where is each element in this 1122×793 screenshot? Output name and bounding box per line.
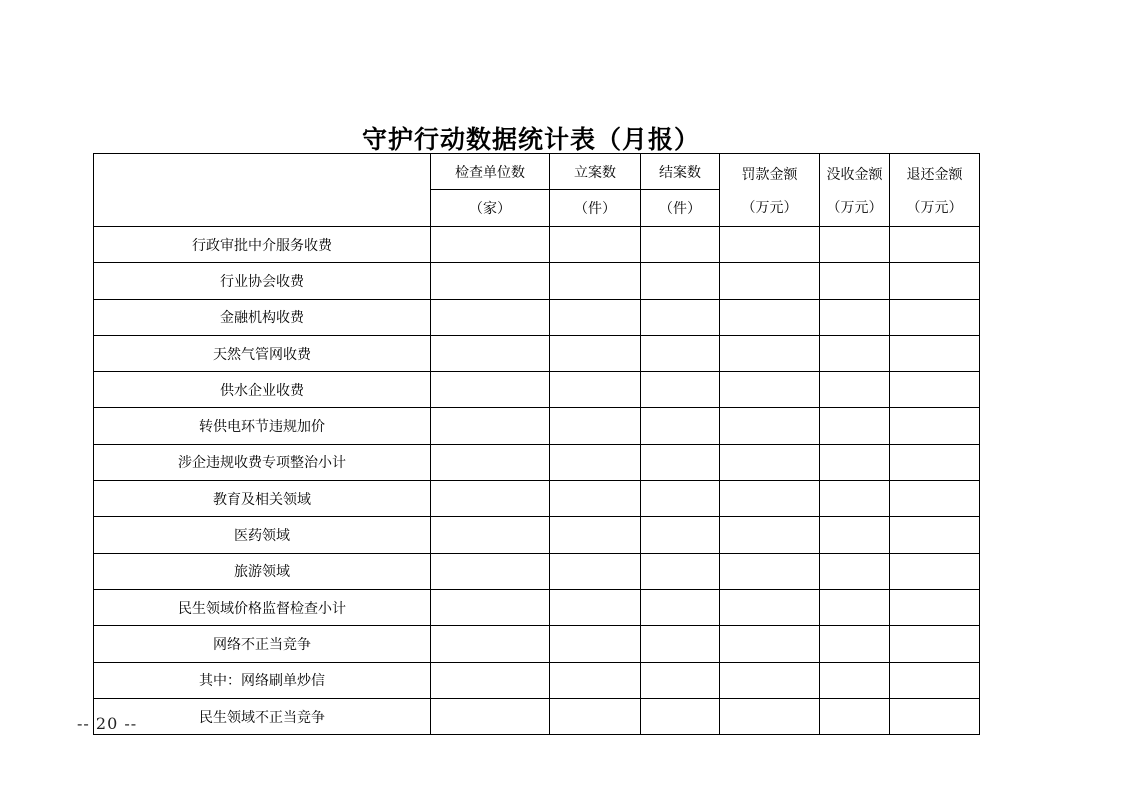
data-cell[interactable] xyxy=(720,299,820,335)
data-cell[interactable] xyxy=(720,227,820,263)
data-cell[interactable] xyxy=(890,481,980,517)
data-cell[interactable] xyxy=(641,626,720,662)
data-cell[interactable] xyxy=(641,517,720,553)
data-cell[interactable] xyxy=(890,589,980,625)
data-cell[interactable] xyxy=(720,553,820,589)
table-row xyxy=(94,335,980,371)
data-cell[interactable] xyxy=(820,408,890,444)
column-unit: （万元） xyxy=(906,199,963,216)
data-cell[interactable] xyxy=(890,227,980,263)
data-cell[interactable] xyxy=(550,444,641,480)
data-cell[interactable] xyxy=(820,662,890,698)
table-row xyxy=(94,263,980,299)
data-cell[interactable] xyxy=(641,335,720,371)
column-unit: （件） xyxy=(550,190,641,227)
data-cell[interactable] xyxy=(720,589,820,625)
row-label: 医药领域 xyxy=(94,517,431,553)
data-cell[interactable] xyxy=(641,372,720,408)
data-cell[interactable] xyxy=(431,589,550,625)
data-cell[interactable] xyxy=(641,698,720,734)
column-unit: （万元） xyxy=(741,199,798,216)
data-cell[interactable] xyxy=(550,481,641,517)
data-cell[interactable] xyxy=(431,698,550,734)
column-unit: （家） xyxy=(431,190,550,227)
table-row xyxy=(94,662,980,698)
data-cell[interactable] xyxy=(431,299,550,335)
data-cell[interactable] xyxy=(820,481,890,517)
row-label: 金融机构收费 xyxy=(94,299,431,335)
data-cell[interactable] xyxy=(820,553,890,589)
table-row xyxy=(94,372,980,408)
data-cell[interactable] xyxy=(890,662,980,698)
data-cell[interactable] xyxy=(820,299,890,335)
data-cell[interactable] xyxy=(890,698,980,734)
row-label: 行政审批中介服务收费 xyxy=(94,227,431,263)
data-cell[interactable] xyxy=(641,553,720,589)
column-label: 罚款金额 xyxy=(741,166,798,183)
data-cell[interactable] xyxy=(431,662,550,698)
data-cell[interactable] xyxy=(641,662,720,698)
data-cell[interactable] xyxy=(431,335,550,371)
data-cell[interactable] xyxy=(890,626,980,662)
data-cell[interactable] xyxy=(890,372,980,408)
row-label: 其中：网络刷单炒信 xyxy=(94,662,431,698)
data-cell[interactable] xyxy=(641,589,720,625)
data-cell[interactable] xyxy=(641,227,720,263)
data-cell[interactable] xyxy=(431,263,550,299)
data-cell[interactable] xyxy=(820,626,890,662)
data-cell[interactable] xyxy=(550,698,641,734)
row-label: 转供电环节违规加价 xyxy=(94,408,431,444)
row-label: 民生领域不正当竞争 xyxy=(94,698,431,734)
data-cell[interactable] xyxy=(550,372,641,408)
column-unit: （件） xyxy=(641,190,720,227)
row-label: 供水企业收费 xyxy=(94,372,431,408)
table-row xyxy=(94,553,980,589)
data-cell[interactable] xyxy=(550,517,641,553)
data-cell[interactable] xyxy=(890,517,980,553)
column-unit: （万元） xyxy=(826,199,883,216)
column-label: 退还金额 xyxy=(906,166,963,183)
data-cell[interactable] xyxy=(890,299,980,335)
column-label: 立案数 xyxy=(574,164,616,181)
data-cell[interactable] xyxy=(550,662,641,698)
data-cell[interactable] xyxy=(431,372,550,408)
data-cell[interactable] xyxy=(431,227,550,263)
column-label: 结案数 xyxy=(659,164,701,181)
column-header xyxy=(641,154,720,190)
table-row xyxy=(94,299,980,335)
data-cell[interactable] xyxy=(820,517,890,553)
data-cell[interactable] xyxy=(820,698,890,734)
row-label: 行业协会收费 xyxy=(94,263,431,299)
statistics-table xyxy=(93,153,980,735)
row-label: 天然气管网收费 xyxy=(94,335,431,371)
data-cell[interactable] xyxy=(720,335,820,371)
column-header xyxy=(550,154,641,190)
column-label: 检查单位数 xyxy=(455,164,525,181)
data-cell[interactable] xyxy=(431,444,550,480)
table-row xyxy=(94,444,980,480)
data-cell[interactable] xyxy=(720,698,820,734)
data-cell[interactable] xyxy=(890,553,980,589)
data-cell[interactable] xyxy=(641,481,720,517)
data-cell[interactable] xyxy=(550,335,641,371)
data-cell[interactable] xyxy=(720,662,820,698)
data-cell[interactable] xyxy=(431,517,550,553)
data-cell[interactable] xyxy=(550,553,641,589)
data-cell[interactable] xyxy=(431,626,550,662)
row-label: 旅游领域 xyxy=(94,553,431,589)
page-title: 守护行动数据统计表（月报） xyxy=(361,125,700,154)
table-row xyxy=(94,517,980,553)
data-cell[interactable] xyxy=(720,444,820,480)
data-cell[interactable] xyxy=(550,299,641,335)
row-label: 民生领域价格监督检查小计 xyxy=(94,589,431,625)
data-cell[interactable] xyxy=(641,263,720,299)
data-cell[interactable] xyxy=(550,227,641,263)
table-row xyxy=(94,626,980,662)
row-label: 网络不正当竞争 xyxy=(94,626,431,662)
data-cell[interactable] xyxy=(890,408,980,444)
column-header xyxy=(720,154,820,227)
column-header xyxy=(820,154,890,227)
data-cell[interactable] xyxy=(720,263,820,299)
data-cell[interactable] xyxy=(720,626,820,662)
column-label: 没收金额 xyxy=(826,166,883,183)
table-row xyxy=(94,408,980,444)
data-cell[interactable] xyxy=(550,408,641,444)
column-header xyxy=(890,154,980,227)
data-cell[interactable] xyxy=(820,335,890,371)
data-cell[interactable] xyxy=(641,299,720,335)
data-cell[interactable] xyxy=(720,517,820,553)
data-cell[interactable] xyxy=(820,589,890,625)
data-cell[interactable] xyxy=(550,626,641,662)
data-cell[interactable] xyxy=(550,263,641,299)
data-cell[interactable] xyxy=(820,444,890,480)
data-cell[interactable] xyxy=(550,589,641,625)
data-cell[interactable] xyxy=(641,408,720,444)
data-cell[interactable] xyxy=(720,408,820,444)
page-number: -- 20 -- xyxy=(77,714,138,733)
table-row xyxy=(94,481,980,517)
row-label: 教育及相关领域 xyxy=(94,481,431,517)
data-cell[interactable] xyxy=(890,263,980,299)
data-cell[interactable] xyxy=(720,372,820,408)
data-cell[interactable] xyxy=(431,408,550,444)
table-row xyxy=(94,698,980,734)
data-cell[interactable] xyxy=(641,444,720,480)
data-cell[interactable] xyxy=(890,335,980,371)
table-row xyxy=(94,589,980,625)
data-cell[interactable] xyxy=(431,553,550,589)
table-row xyxy=(94,227,980,263)
data-cell[interactable] xyxy=(431,481,550,517)
row-label: 涉企违规收费专项整治小计 xyxy=(94,444,431,480)
column-header xyxy=(431,154,550,190)
data-cell[interactable] xyxy=(820,263,890,299)
table-corner-cell xyxy=(94,154,431,227)
data-cell[interactable] xyxy=(890,444,980,480)
data-cell[interactable] xyxy=(820,372,890,408)
data-cell[interactable] xyxy=(720,481,820,517)
data-cell[interactable] xyxy=(820,227,890,263)
